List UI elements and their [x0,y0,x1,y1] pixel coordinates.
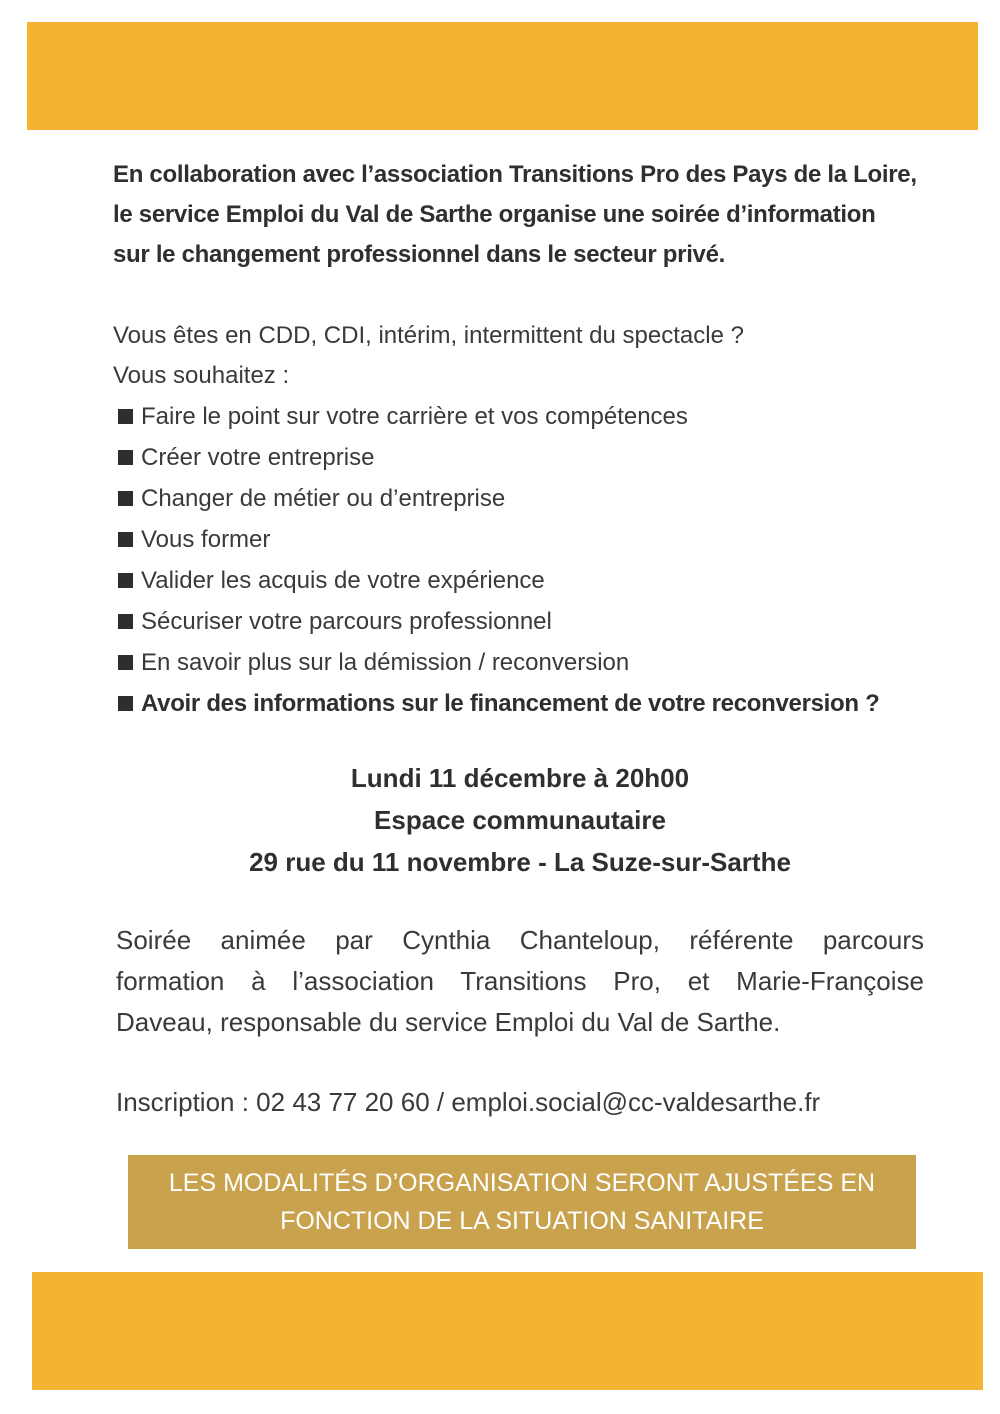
intro-line-2: le service Emploi du Val de Sarthe organise une soirée d’information [113,201,876,228]
notice-line-1: LES MODALITÉS D’ORGANISATION SERONT AJUSTÉES EN [168,1169,876,1197]
wishes-list [118,396,879,724]
hosts-line-2: formation à l’association Transitions Pro, et Marie-Françoise [116,966,924,996]
list-item-label: En savoir plus sur la démission / reconversion [141,649,630,676]
square-bullet-icon [118,532,133,547]
question-line-2: Vous souhaitez : [113,362,290,389]
list-item [118,560,879,601]
signup-contact: Inscription : 02 43 77 20 60 / emploi.social@cc-valdesarthe.fr [116,1087,821,1117]
audience-question [113,316,744,396]
square-bullet-icon [118,573,133,588]
square-bullet-icon [118,491,133,506]
intro-line-1: En collaboration avec l’association Transitions Pro des Pays de la Loire, [113,161,917,188]
event-address: 29 rue du 11 novembre - La Suze-sur-Sarthe [249,847,791,877]
hosts-paragraph [116,920,924,1043]
list-item [118,478,879,519]
list-item-label: Vous former [141,526,271,553]
intro-line-3-suffix: . [718,241,726,268]
square-bullet-icon [118,409,133,424]
list-item-label: Faire le point sur votre carrière et vos compétences [141,403,688,430]
notice-line-2: FONCTION DE LA SITUATION SANITAIRE [280,1207,764,1235]
sanitary-notice-banner [128,1155,916,1249]
list-item-label: Valider les acquis de votre expérience [141,567,545,594]
list-item [118,437,879,478]
hosts-line-1: Soirée animée par Cynthia Chanteloup, référente parcours [116,925,924,955]
event-date: Lundi 11 décembre à 20h00 [350,763,690,793]
list-item [118,601,879,642]
list-item-label: Changer de métier ou d’entreprise [141,485,506,512]
square-bullet-icon [118,696,133,711]
square-bullet-icon [118,614,133,629]
question-line-1: Vous êtes en CDD, CDI, intérim, intermittent du spectacle ? [113,322,744,349]
list-item [118,683,879,724]
intro-line-3 [113,235,933,275]
intro-emphasis-secteur-prive: secteur privé [573,241,719,268]
event-venue: Espace communautaire [374,805,666,835]
list-item [118,396,879,437]
bottom-color-band [32,1272,983,1390]
list-item-label: Créer votre entreprise [141,444,375,471]
square-bullet-icon [118,450,133,465]
list-item-label: Sécuriser votre parcours professionnel [141,608,552,635]
hosts-line-3: Daveau, responsable du service Emploi du Val de Sarthe. [116,1007,781,1037]
list-item [118,519,879,560]
event-details [100,757,940,883]
intro-line-3-prefix: sur le changement professionnel dans le [113,241,574,268]
square-bullet-icon [118,655,133,670]
list-item [118,642,879,683]
intro-paragraph [113,155,933,275]
list-item-label: Avoir des informations sur le financement de votre reconversion ? [141,690,880,717]
top-color-band [27,22,978,130]
